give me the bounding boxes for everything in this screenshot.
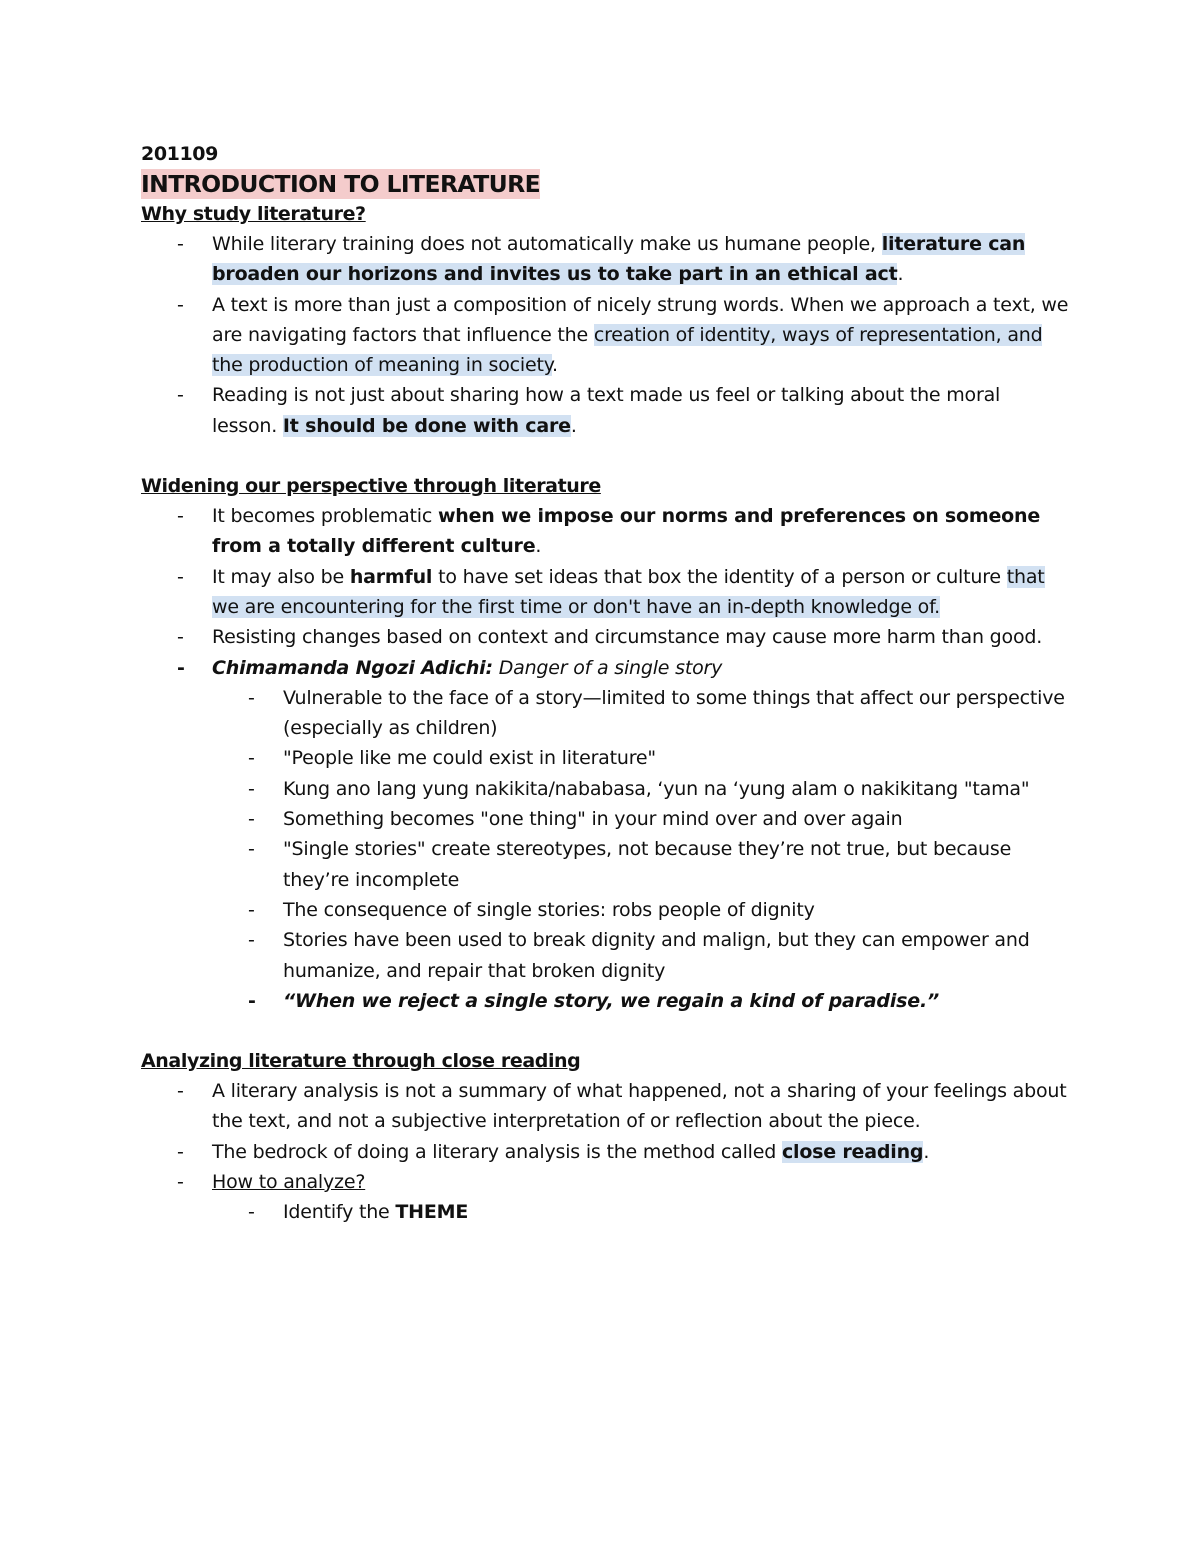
section-heading-why-study: Why study literature? xyxy=(141,203,366,225)
bullet-dash: - xyxy=(177,293,184,316)
highlighted-bold-text: literature can broaden our horizons and invites us to take part in an ethical act xyxy=(212,233,1026,286)
item-text: "Single stories" create stereotypes, not because they’re not true, but because they’re incomplete xyxy=(283,838,1012,891)
bullet-dash: - xyxy=(248,686,255,709)
bullet-dash: - xyxy=(177,505,184,528)
author-name: Chimamanda Ngozi Adichi: xyxy=(212,656,493,679)
document-title: INTRODUCTION TO LITERATURE xyxy=(141,170,541,198)
item-text: The consequence of single stories: robs people of dignity xyxy=(283,898,815,921)
sub-list-item xyxy=(141,925,1071,986)
document-page xyxy=(141,139,1071,1228)
list-item xyxy=(141,290,1071,381)
quote-text: “When we reject a single story, we regain a kind of paradise.” xyxy=(283,989,939,1012)
bullet-dash: - xyxy=(177,656,185,679)
item-text: While literary training does not automatically make us humane people, xyxy=(212,233,882,255)
list-item xyxy=(141,562,1071,623)
item-text: to have set ideas that box the identity of a person or culture xyxy=(432,565,1007,588)
item-text: . xyxy=(897,263,904,286)
underlined-text: How to analyze? xyxy=(212,1171,366,1194)
bullet-dash: - xyxy=(248,898,255,921)
bold-text: when we impose our norms and preferences on someone from a totally different culture xyxy=(212,505,1041,558)
paragraph-gap xyxy=(141,1016,1071,1046)
bullet-dash: - xyxy=(248,777,255,800)
bullet-dash: - xyxy=(248,747,255,770)
bold-text: THEME xyxy=(395,1201,469,1224)
highlighted-bold-text: It should be done with care xyxy=(282,414,571,437)
list-item xyxy=(141,1167,1071,1197)
item-text: It may also be xyxy=(212,565,350,588)
bullet-dash: - xyxy=(177,1140,184,1163)
section-heading-widening-perspective: Widening our perspective through literature xyxy=(141,475,601,498)
document-date: 201109 xyxy=(141,143,218,165)
list-item-adichie xyxy=(141,653,1071,683)
item-text: Resisting changes based on context and circumstance may cause more harm than good. xyxy=(212,626,1043,649)
item-text: Something becomes "one thing" in your mind over and over again xyxy=(283,808,903,831)
item-text: . xyxy=(923,1140,930,1163)
bullet-dash: - xyxy=(248,929,255,952)
list-item xyxy=(141,1137,1071,1167)
list-item xyxy=(141,380,1071,441)
sub-list-item-quote xyxy=(141,986,1071,1016)
item-text: . xyxy=(552,354,558,377)
bullet-dash: - xyxy=(177,233,184,255)
item-text: Reading is not just about sharing how a text made us feel or talking about the moral lesson. xyxy=(212,384,1001,437)
item-text: The bedrock of doing a literary analysis is the method called xyxy=(212,1140,782,1163)
bullet-dash: - xyxy=(177,565,184,588)
bullet-dash: - xyxy=(177,1171,184,1194)
bullet-list-widening-perspective xyxy=(141,501,1071,1016)
item-text: Identify the xyxy=(283,1201,396,1224)
section-heading-close-reading: Analyzing literature through close reading xyxy=(141,1050,581,1073)
bullet-dash: - xyxy=(177,626,184,649)
sub-list-item xyxy=(141,804,1071,834)
sub-list-item xyxy=(141,774,1071,804)
talk-title: Danger of a single story xyxy=(492,656,723,679)
list-item xyxy=(141,229,1071,290)
bullet-list-close-reading xyxy=(141,1076,1071,1227)
sub-list-item xyxy=(141,743,1071,773)
item-text: "People like me could exist in literature" xyxy=(283,747,656,770)
item-text: Kung ano lang yung nakikita/nababasa, ‘yun na ‘yung alam o nakikitang "tama" xyxy=(283,777,1030,800)
sub-list-item xyxy=(141,895,1071,925)
paragraph-gap xyxy=(141,441,1071,471)
bullet-dash: - xyxy=(248,808,255,831)
highlighted-bold-text: close reading xyxy=(781,1140,924,1163)
list-item xyxy=(141,622,1071,652)
item-text: Vulnerable to the face of a story—limited to some things that affect our perspective (especially as children) xyxy=(283,686,1065,740)
highlighted-text: that we are encountering for the first time or don't have an in-depth knowledge of. xyxy=(212,565,1045,618)
bullet-list-why-study xyxy=(141,229,1071,441)
bullet-dash: - xyxy=(177,384,184,407)
bullet-dash: - xyxy=(248,838,255,861)
highlighted-text: creation of identity, ways of representation, and the production of meaning in society xyxy=(212,323,1043,377)
bullet-dash: - xyxy=(177,1080,184,1103)
item-text: Stories have been used to break dignity and malign, but they can empower and humanize, and repair that broken dignity xyxy=(283,929,1030,982)
list-item xyxy=(141,501,1071,562)
sub-list-item xyxy=(141,834,1071,895)
sub-list-item xyxy=(141,1197,1071,1227)
item-text: . xyxy=(535,535,542,558)
bold-text: harmful xyxy=(349,565,433,588)
item-text: A text is more than just a composition of nicely strung words. When we approach a text, we are navigating factors that influence the xyxy=(212,293,1069,346)
item-text: It becomes problematic xyxy=(212,505,438,528)
bullet-dash: - xyxy=(248,1201,255,1224)
item-text: . xyxy=(570,414,577,437)
list-item xyxy=(141,1076,1071,1137)
item-text: A literary analysis is not a summary of what happened, not a sharing of your feelings about the text, and not a subjective interpretation of or reflection about the piece. xyxy=(212,1080,1067,1133)
sub-list-item xyxy=(141,683,1071,744)
bullet-dash: - xyxy=(248,989,256,1012)
